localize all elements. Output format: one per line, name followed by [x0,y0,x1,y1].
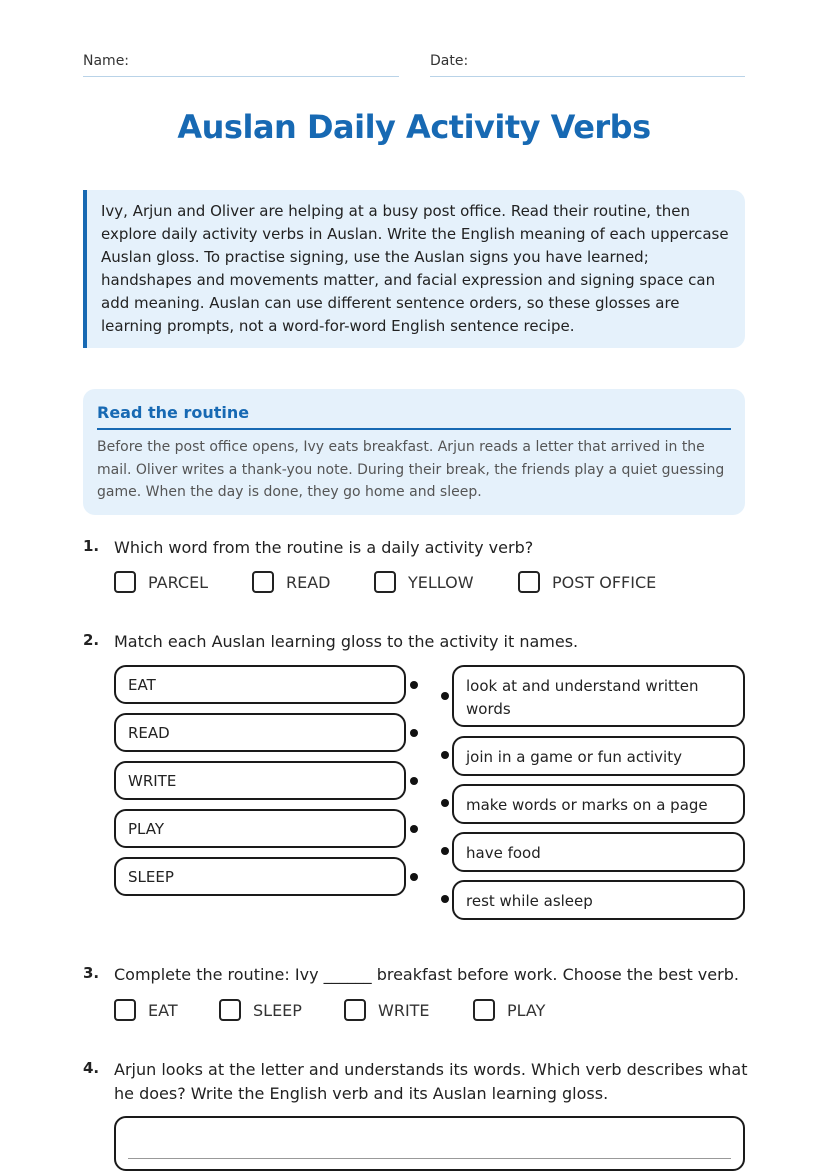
match-left-play[interactable]: PLAY [114,809,406,848]
question-1-text: Which word from the routine is a daily activity verb? [114,538,534,557]
match-right-make-words[interactable]: make words or marks on a page [452,784,745,824]
answer-line [128,1158,731,1159]
match-left-sleep[interactable]: SLEEP [114,857,406,896]
checkbox[interactable] [344,999,366,1021]
match-left-read[interactable]: READ [114,713,406,752]
routine-text: Before the post office opens, Ivy eats breakfast. Arjun reads a letter that arrived in the mail. Oliver writes a thank-you note. During their break, the friends play a quiet guessing game. When the day is done, they go home and sleep. [97,439,725,500]
question-3-option-1[interactable]: EAT [114,999,178,1021]
checkbox[interactable] [374,571,396,593]
question-4-number: 4. [83,1059,100,1077]
checkbox[interactable] [252,571,274,593]
question-1-number: 1. [83,537,100,555]
match-dot-right[interactable] [441,847,449,855]
question-3-text: Complete the routine: Ivy ______ breakfast before work. Choose the best verb. [114,965,739,984]
match-dot-right[interactable] [441,692,449,700]
match-dot-left[interactable] [410,777,418,785]
routine-box [83,389,745,515]
intro-box: Ivy, Arjun and Oliver are helping at a busy post office. Read their routine, then explore daily activity verbs in Auslan. Write the English meaning of each uppercase Auslan gloss. To practise signing, use the Auslan signs you have learned; handshapes and movements matter, and facial expression and signing space can add meaning. Auslan can use different sentence orders, so these glosses are learning prompts, not a word-for-word English sentence recipe. [83,190,745,348]
match-dot-left[interactable] [410,681,418,689]
match-left-eat[interactable]: EAT [114,665,406,704]
date-input-line[interactable] [430,76,745,77]
name-label: Name: [83,53,130,69]
match-dot-right[interactable] [441,751,449,759]
checkbox[interactable] [518,571,540,593]
match-dot-left[interactable] [410,873,418,881]
question-2-number: 2. [83,631,100,649]
question-3-number: 3. [83,964,100,982]
page-title: Auslan Daily Activity Verbs [177,108,651,146]
match-right-join-game[interactable]: join in a game or fun activity [452,736,745,776]
question-3-option-3[interactable]: WRITE [344,999,430,1021]
match-dot-left[interactable] [410,825,418,833]
match-right-have-food[interactable]: have food [452,832,745,872]
question-4-text: Arjun looks at the letter and understands its words. Which verb describes what he does? Write the English verb and its Auslan learning gloss. [114,1060,748,1103]
question-1-option-3[interactable]: YELLOW [374,571,474,593]
checkbox[interactable] [114,999,136,1021]
question-1-option-1[interactable]: PARCEL [114,571,208,593]
match-dot-right[interactable] [441,799,449,807]
checkbox[interactable] [219,999,241,1021]
match-right-rest-asleep[interactable]: rest while asleep [452,880,745,920]
question-1-option-2[interactable]: READ [252,571,331,593]
match-left-write[interactable]: WRITE [114,761,406,800]
checkbox[interactable] [473,999,495,1021]
question-1-option-4[interactable]: POST OFFICE [518,571,656,593]
match-dot-right[interactable] [441,895,449,903]
date-label: Date: [430,53,469,69]
name-input-line[interactable] [83,76,399,77]
routine-heading: Read the routine [97,403,731,430]
question-3-option-4[interactable]: PLAY [473,999,545,1021]
match-right-understand-written-words[interactable]: look at and understand written words [452,665,745,727]
question-3-option-2[interactable]: SLEEP [219,999,302,1021]
checkbox[interactable] [114,571,136,593]
question-2-text: Match each Auslan learning gloss to the activity it names. [114,632,579,651]
match-dot-left[interactable] [410,729,418,737]
question-4-answer-box[interactable] [114,1116,745,1171]
